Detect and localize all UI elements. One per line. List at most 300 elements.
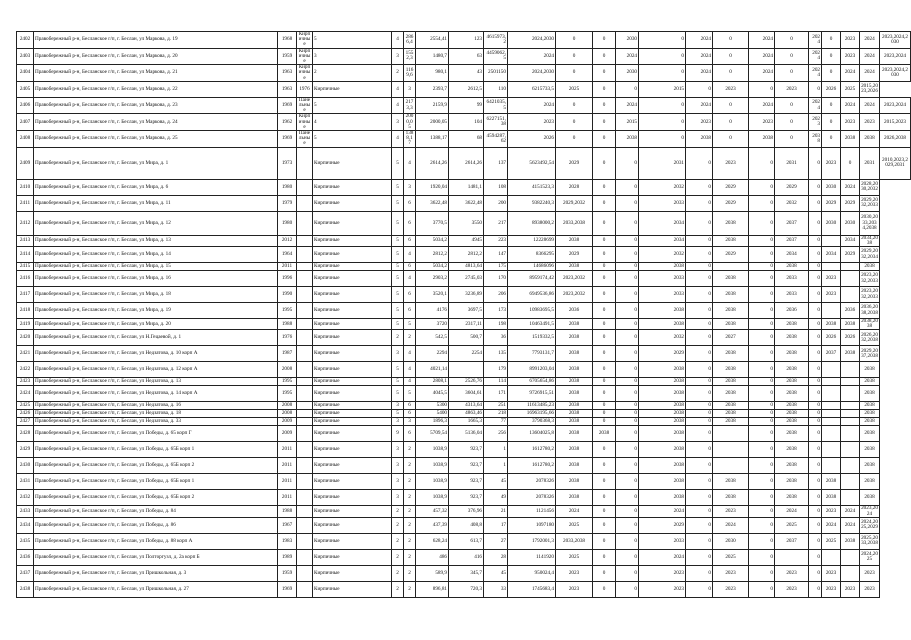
cell-row-number: 2410 (17, 179, 34, 195)
cell-residents: 6421035,5 (484, 97, 508, 114)
cell-col-12: 0 (593, 490, 616, 506)
cell-work-years: 2038 (556, 378, 593, 386)
cell-wall-material: Кирпичные (313, 287, 392, 303)
cell-elevator-year: 2038 (860, 402, 880, 410)
cell-residents: 36 (484, 330, 508, 346)
cell-col-17: 0 (749, 506, 775, 517)
cell-year-built: 2009 (278, 418, 297, 426)
cell-utilities-repair-year: 0 (775, 131, 809, 148)
cell-total-area: 1038,9 (416, 490, 449, 506)
cell-estimated-cost: 1612780,2 (508, 442, 556, 458)
table-row (17, 330, 911, 346)
cell-entrances: 6 (404, 303, 416, 319)
cell-address: Правобережный р-н, Бесланское г/п, г. Беслан, ул Пришкольная, д. 3 (34, 565, 278, 581)
cell-roof-repair-year: 2038 (639, 490, 686, 506)
cell-col-19: 0 (809, 386, 822, 402)
cell-col-15: 0 (686, 330, 713, 346)
cell-col-17: 0 (749, 346, 775, 362)
cell-col-13: 0 (616, 565, 639, 581)
cell-col-12: 0 (593, 271, 616, 287)
cell-address: Правобережный р-н, Бесланское г/п, г. Беслан, ул Маркова, д. 23 (34, 97, 278, 114)
cell-work-years: 2025 (556, 549, 593, 565)
cell-floors: 2 (392, 506, 404, 517)
table-row (17, 303, 911, 319)
cell-col-15: 0 (686, 195, 713, 211)
table-row (17, 319, 911, 330)
cell-facade-repair-year: 2038 (713, 211, 749, 235)
cell-col-17: 0 (749, 378, 775, 386)
cell-estimated-cost: 2024 (508, 48, 556, 65)
cell-col-19: 0 (809, 581, 822, 597)
cell-roof-repair-year: 0 (639, 131, 686, 148)
cell-entrances: 2866,4 (404, 32, 416, 49)
cell-col-19: 0 (809, 402, 822, 410)
cell-col-17: 0 (749, 402, 775, 410)
cell-entrances: 2 (404, 442, 416, 458)
cell-elevator-year: 2038 (860, 490, 880, 506)
cell-col-13: 0 (616, 402, 639, 410)
cell-entrances: 4 (404, 247, 416, 263)
cell-roof-repair-year: 2038 (639, 263, 686, 271)
cell-basement-repair-year: 0 (822, 65, 841, 82)
cell-col-13: 0 (616, 195, 639, 211)
cell-col-12: 0 (593, 48, 616, 65)
cell-col-17: 0 (749, 303, 775, 319)
cell-residents: 171 (484, 386, 508, 402)
cell-utilities-repair-year: 2024 (775, 506, 809, 517)
cell-facade-repair-year: 2023 (713, 147, 749, 179)
cell-col-15: 0 (686, 247, 713, 263)
cell-work-years: 2036 (556, 303, 593, 319)
cell-wall-material: Кирпичные (313, 565, 392, 581)
cell-col-12: 2038 (593, 426, 616, 442)
cell-work-years: 2038 (556, 346, 593, 362)
cell-utilities-repair-year: 2038 (775, 474, 809, 490)
cell-year-reconstructed (297, 330, 313, 346)
cell-total-area: 1480,7 (416, 48, 449, 65)
table-row (17, 235, 911, 246)
cell-floors: 3 (392, 474, 404, 490)
cell-work-years: 0 (556, 48, 593, 65)
cell-col-12: 0 (593, 81, 616, 97)
cell-address: Правобережный р-н, Бесланское г/п, г. Беслан, ул Мира, д. 1 (34, 147, 278, 179)
cell-wall-material: Кирпичные (313, 179, 392, 195)
cell-year-reconstructed: Кирпичные (297, 48, 313, 65)
cell-estimated-cost: 8366295 (508, 247, 556, 263)
cell-work-years: 2029 (556, 247, 593, 263)
cell-floors: 4 (392, 81, 404, 97)
cell-row-number: 2404 (17, 65, 34, 82)
cell-address: Правобережный р-н, Бесланское г/п, г. Беслан, ул Маркова, д. 24 (34, 114, 278, 131)
cell-entrances: 6 (404, 235, 416, 246)
cell-col-12: 0 (593, 346, 616, 362)
cell-utilities-repair-year: 2038 (775, 410, 809, 418)
cell-year-built: 1995 (278, 378, 297, 386)
cell-row-number: 2433 (17, 506, 34, 517)
cell-utilities-repair-year: 0 (775, 32, 809, 49)
table-row (17, 410, 911, 418)
cell-year-built: 1969 (278, 131, 297, 148)
table-row (17, 418, 911, 426)
cell-living-area: 3622,48 (449, 195, 484, 211)
cell-planned-years: 2023,2024 (880, 97, 911, 114)
cell-residents: 45 (484, 474, 508, 490)
cell-residents: 147 (484, 247, 508, 263)
cell-floors: 5 (392, 303, 404, 319)
cell-col-15: 0 (686, 565, 713, 581)
cell-entrances: 4 (404, 378, 416, 386)
cell-elevator-year: 2023 (860, 565, 880, 581)
cell-year-reconstructed (297, 565, 313, 581)
cell-living-area: 43 (449, 65, 484, 82)
table-row (17, 211, 911, 235)
cell-col-17: 0 (749, 195, 775, 211)
cell-col-21: 2023 (841, 114, 860, 131)
cell-year-built: 2008 (278, 402, 297, 410)
cell-basement-repair-year: 2023 (822, 271, 841, 287)
cell-col-17: 0 (749, 418, 775, 426)
cell-planned-years: 2010,2023,2029,2031 (880, 147, 911, 179)
cell-work-years: 2023,2032 (556, 271, 593, 287)
cell-address: Правобережный р-н, Бесланское г/п, г. Беслан, ул Победы, д. 65Б корп 1 (34, 442, 278, 458)
cell-year-built: 1959 (278, 48, 297, 65)
cell-wall-material: 2 (313, 65, 392, 82)
cell-basement-repair-year: 0 (822, 32, 841, 49)
cell-address: Правобережный р-н, Бесланское г/п, г. Беслан, ул Пришкольная, д. 27 (34, 581, 278, 597)
cell-floors: 2 (392, 533, 404, 549)
cell-year-reconstructed (297, 147, 313, 179)
cell-col-12: 0 (593, 442, 616, 458)
cell-col-21 (841, 410, 860, 418)
cell-work-years: 2023 (556, 581, 593, 597)
cell-entrances: 4 (404, 147, 416, 179)
cell-col-12: 0 (593, 506, 616, 517)
cell-estimated-cost: 1121456 (508, 506, 556, 517)
cell-col-15: 0 (686, 319, 713, 330)
cell-col-15: 0 (686, 235, 713, 246)
cell-living-area: 2745,03 (449, 271, 484, 287)
cell-col-19: 0 (809, 378, 822, 386)
cell-col-19: 0 (809, 287, 822, 303)
cell-roof-repair-year: 2038 (639, 362, 686, 378)
cell-living-area: 3236,89 (449, 287, 484, 303)
cell-wall-material: Кирпичные (313, 410, 392, 418)
cell-floors: 3 (392, 48, 404, 65)
table-row (17, 378, 911, 386)
cell-elevator-year: 2023 (860, 581, 880, 597)
cell-residents: 27 (484, 533, 508, 549)
cell-total-area: 5034,2 (416, 235, 449, 246)
cell-col-19: 0 (809, 533, 822, 549)
cell-roof-repair-year: 0 (639, 32, 686, 49)
cell-year-reconstructed (297, 319, 313, 330)
cell-living-area: 3697,5 (449, 303, 484, 319)
cell-year-built: 1976 (278, 330, 297, 346)
cell-basement-repair-year (822, 362, 841, 378)
cell-total-area: 1038,9 (416, 474, 449, 490)
cell-work-years: 2025 (556, 81, 593, 97)
cell-col-13: 0 (616, 271, 639, 287)
cell-living-area: 923,7 (449, 442, 484, 458)
cell-col-17: 0 (749, 147, 775, 179)
cell-col-21: 2029 (841, 195, 860, 211)
cell-wall-material: Кирпичные (313, 490, 392, 506)
cell-work-years: 2038 (556, 442, 593, 458)
cell-living-area: 2614,26 (449, 147, 484, 179)
cell-col-12: 0 (593, 131, 616, 148)
cell-wall-material: 3 (313, 48, 392, 65)
cell-col-17: 0 (749, 263, 775, 271)
cell-roof-repair-year: 2038 (639, 319, 686, 330)
cell-col-13: 0 (616, 287, 639, 303)
cell-col-15: 0 (686, 179, 713, 195)
cell-residents: 110 (484, 81, 508, 97)
cell-row-number: 2414 (17, 247, 34, 263)
cell-floors: 5 (392, 195, 404, 211)
cell-wall-material: Кирпичные (313, 195, 392, 211)
cell-col-15: 0 (686, 386, 713, 402)
cell-col-21: 2024 (841, 179, 860, 195)
cell-col-12: 0 (593, 549, 616, 565)
cell-facade-repair-year: 0 (713, 32, 749, 49)
cell-entrances: 2 (404, 506, 416, 517)
cell-col-21 (841, 442, 860, 458)
cell-residents: 17 (484, 517, 508, 533)
cell-elevator-year: 2038 (860, 442, 880, 458)
cell-estimated-cost: 4151523,3 (508, 179, 556, 195)
cell-facade-repair-year (713, 458, 749, 474)
cell-utilities-repair-year: 2038 (775, 442, 809, 458)
cell-basement-repair-year: 2034 (822, 247, 841, 263)
cell-col-13: 0 (616, 179, 639, 195)
cell-row-number: 2403 (17, 48, 34, 65)
cell-row-number: 2413 (17, 235, 34, 246)
table-row (17, 97, 911, 114)
cell-total-area: 5034,2 (416, 263, 449, 271)
cell-work-years: 2029,2032 (556, 195, 593, 211)
cell-year-built: 2011 (278, 474, 297, 490)
cell-total-area: 2294 (416, 346, 449, 362)
cell-col-12: 0 (593, 581, 616, 597)
cell-basement-repair-year (822, 303, 841, 319)
cell-col-12: 0 (593, 303, 616, 319)
cell-roof-repair-year: 2032 (639, 247, 686, 263)
cell-col-12: 0 (593, 410, 616, 418)
table-row (17, 346, 911, 362)
cell-living-area: 2526,76 (449, 378, 484, 386)
cell-row-number: 2420 (17, 330, 34, 346)
cell-col-13: 0 (616, 549, 639, 565)
cell-total-area: 2808,1 (416, 378, 449, 386)
cell-work-years: 2023 (556, 565, 593, 581)
cell-col-13: 2015 (616, 114, 639, 131)
cell-residents: 135 (484, 346, 508, 362)
cell-wall-material: Кирпичные (313, 330, 392, 346)
cell-col-15: 0 (686, 418, 713, 426)
cell-floors: 5 (392, 247, 404, 263)
cell-col-13: 0 (616, 410, 639, 418)
cell-elevator-year: 2025,2033,2038 (860, 533, 880, 549)
table-row (17, 386, 911, 402)
cell-col-12: 0 (593, 474, 616, 490)
cell-living-area: 2812,2 (449, 247, 484, 263)
cell-year-built: 1996 (278, 271, 297, 287)
cell-work-years: 2038 (556, 418, 593, 426)
table-row (17, 147, 911, 179)
cell-facade-repair-year: 2029 (713, 195, 749, 211)
cell-address: Правобережный р-н, Бесланское г/п, г. Беслан, ул Недзатова, д. 33 (34, 418, 278, 426)
cell-estimated-cost: 2024 (508, 97, 556, 114)
table-row (17, 565, 911, 581)
cell-utilities-repair-year: 2038 (775, 378, 809, 386)
cell-residents: 33 (484, 581, 508, 597)
cell-wall-material: Кирпичные (313, 474, 392, 490)
cell-year-built: 1980 (278, 211, 297, 235)
cell-entrances: 2 (404, 581, 416, 597)
cell-year-built: 1963 (278, 65, 297, 82)
cell-floors: 5 (392, 235, 404, 246)
cell-col-19: 2024 (809, 65, 822, 82)
cell-basement-repair-year: 2023 (822, 565, 841, 581)
cell-facade-repair-year: 2038 (713, 418, 749, 426)
cell-total-area: 1896,3 (416, 418, 449, 426)
cell-col-19: 0 (809, 490, 822, 506)
cell-col-17: 0 (749, 549, 775, 565)
cell-col-12: 0 (593, 211, 616, 235)
cell-floors: 3 (392, 458, 404, 474)
cell-floors: 4 (392, 131, 404, 148)
cell-facade-repair-year: 2038 (713, 474, 749, 490)
cell-year-reconstructed (297, 179, 313, 195)
cell-residents: 217 (484, 211, 508, 235)
cell-elevator-year: 2029,2032,2034 (860, 247, 880, 263)
cell-col-17: 0 (749, 490, 775, 506)
cell-roof-repair-year: 2029 (639, 346, 686, 362)
cell-col-19: 0 (809, 211, 822, 235)
cell-floors: 9 (392, 426, 404, 442)
cell-year-built: 1980 (278, 179, 297, 195)
cell-col-13: 0 (616, 211, 639, 235)
cell-floors: 3 (392, 402, 404, 410)
cell-address: Правобережный р-н, Бесланское г/п, г. Беслан, ул Победы, д. 84 (34, 506, 278, 517)
cell-facade-repair-year: 2038 (713, 235, 749, 246)
cell-work-years: 2023,2032 (556, 287, 593, 303)
table-row (17, 131, 911, 148)
cell-basement-repair-year: 2026 (822, 81, 841, 97)
cell-basement-repair-year (822, 402, 841, 410)
cell-work-years: 2038 (556, 458, 593, 474)
cell-address: Правобережный р-н, Бесланское г/п, г. Беслан, ул Мира, д. 15 (34, 263, 278, 271)
cell-total-area: 5709,54 (416, 426, 449, 442)
cell-residents: 1 (484, 442, 508, 458)
cell-residents: 2501150 (484, 65, 508, 82)
cell-year-built: 1969 (278, 581, 297, 597)
cell-entrances: 6 (404, 211, 416, 235)
cell-planned-years: 2015,2023 (880, 114, 911, 131)
cell-address: Правобережный р-н, Бесланское г/п, г. Беслан, ул Мира, д. 20 (34, 319, 278, 330)
cell-basement-repair-year: 0 (822, 114, 841, 131)
cell-row-number: 2428 (17, 426, 34, 442)
cell-utilities-repair-year: 0 (775, 65, 809, 82)
cell-col-13: 0 (616, 418, 639, 426)
cell-wall-material: Кирпичные (313, 418, 392, 426)
cell-planned-years: 2023,2024 (880, 48, 911, 65)
cell-total-area: 5400 (416, 410, 449, 418)
cell-entrances: 5 (404, 386, 416, 402)
cell-wall-material: Кирпичные (313, 402, 392, 410)
cell-year-reconstructed (297, 362, 313, 378)
cell-year-reconstructed (297, 378, 313, 386)
cell-year-reconstructed (297, 271, 313, 287)
cell-elevator-year: 2023,2024 (861, 505, 878, 517)
cell-col-12: 0 (593, 378, 616, 386)
cell-year-built: 1990 (278, 287, 297, 303)
cell-col-12: 0 (593, 32, 616, 49)
cell-year-reconstructed (297, 235, 313, 246)
cell-floors: 2 (392, 65, 404, 82)
cell-year-built: 2011 (278, 263, 297, 271)
cell-year-reconstructed: Кирпичные (297, 114, 313, 131)
cell-estimated-cost: 10463491,5 (508, 319, 556, 330)
cell-elevator-year: 2036,2038,2038 (860, 303, 880, 319)
cell-roof-repair-year: 2038 (639, 426, 686, 442)
cell-col-19: 2024 (809, 97, 822, 114)
cell-basement-repair-year (822, 442, 841, 458)
cell-facade-repair-year: 2027 (713, 330, 749, 346)
cell-year-built: 1973 (278, 147, 297, 179)
cell-col-19: 0 (809, 362, 822, 378)
cell-total-area: 2903,2 (416, 271, 449, 287)
cell-roof-repair-year: 2038 (639, 418, 686, 426)
cell-entrances: 6 (404, 195, 416, 211)
cell-year-reconstructed (297, 549, 313, 565)
cell-address: Правобережный р-н, Бесланское г/п, г. Беслан, ул Мира, д. 12 (34, 211, 278, 235)
cell-utilities-repair-year: 2034 (775, 247, 809, 263)
cell-roof-repair-year: 2029 (639, 517, 686, 533)
cell-residents: 137 (484, 147, 508, 179)
cell-work-years: 2038 (556, 474, 593, 490)
cell-facade-repair-year (713, 426, 749, 442)
cell-elevator-year: 2024,2025,2029 (860, 517, 880, 533)
cell-address: Правобережный р-н, Бесланское г/п, г. Беслан, ул Недзатова, д. 12 корп А (34, 362, 278, 378)
cell-col-12: 0 (593, 418, 616, 426)
cell-residents: 198 (484, 319, 508, 330)
cell-work-years: 2038 (556, 402, 593, 410)
cell-col-19: 0 (809, 147, 822, 179)
cell-work-years: 2038 (556, 362, 593, 378)
cell-col-17: 2024 (749, 65, 775, 82)
cell-entrances: 2 (404, 458, 416, 474)
cell-work-years: 2038 (556, 386, 593, 402)
cell-elevator-year: 2038 (860, 263, 880, 271)
cell-col-12: 0 (593, 247, 616, 263)
cell-col-17: 0 (749, 81, 775, 97)
cell-living-area: 500,7 (449, 330, 484, 346)
cell-year-reconstructed (297, 287, 313, 303)
cell-address: Правобережный р-н, Бесланское г/п, г. Беслан, ул Маркова, д. 21 (34, 65, 278, 82)
cell-col-17: 0 (749, 517, 775, 533)
cell-col-17: 0 (749, 581, 775, 597)
cell-elevator-year: 2038 (860, 458, 880, 474)
cell-floors: 5 (392, 211, 404, 235)
cell-entrances: 3 (404, 418, 416, 426)
cell-year-reconstructed (297, 195, 313, 211)
cell-address: Правобережный р-н, Бесланское г/п, г. Беслан, ул Недзатова, д. 10 корп А (34, 346, 278, 362)
cell-entrances: 2 (404, 490, 416, 506)
cell-roof-repair-year: 2024 (639, 549, 686, 565)
cell-year-reconstructed (297, 458, 313, 474)
cell-entrances: 1388,17 (404, 131, 416, 148)
